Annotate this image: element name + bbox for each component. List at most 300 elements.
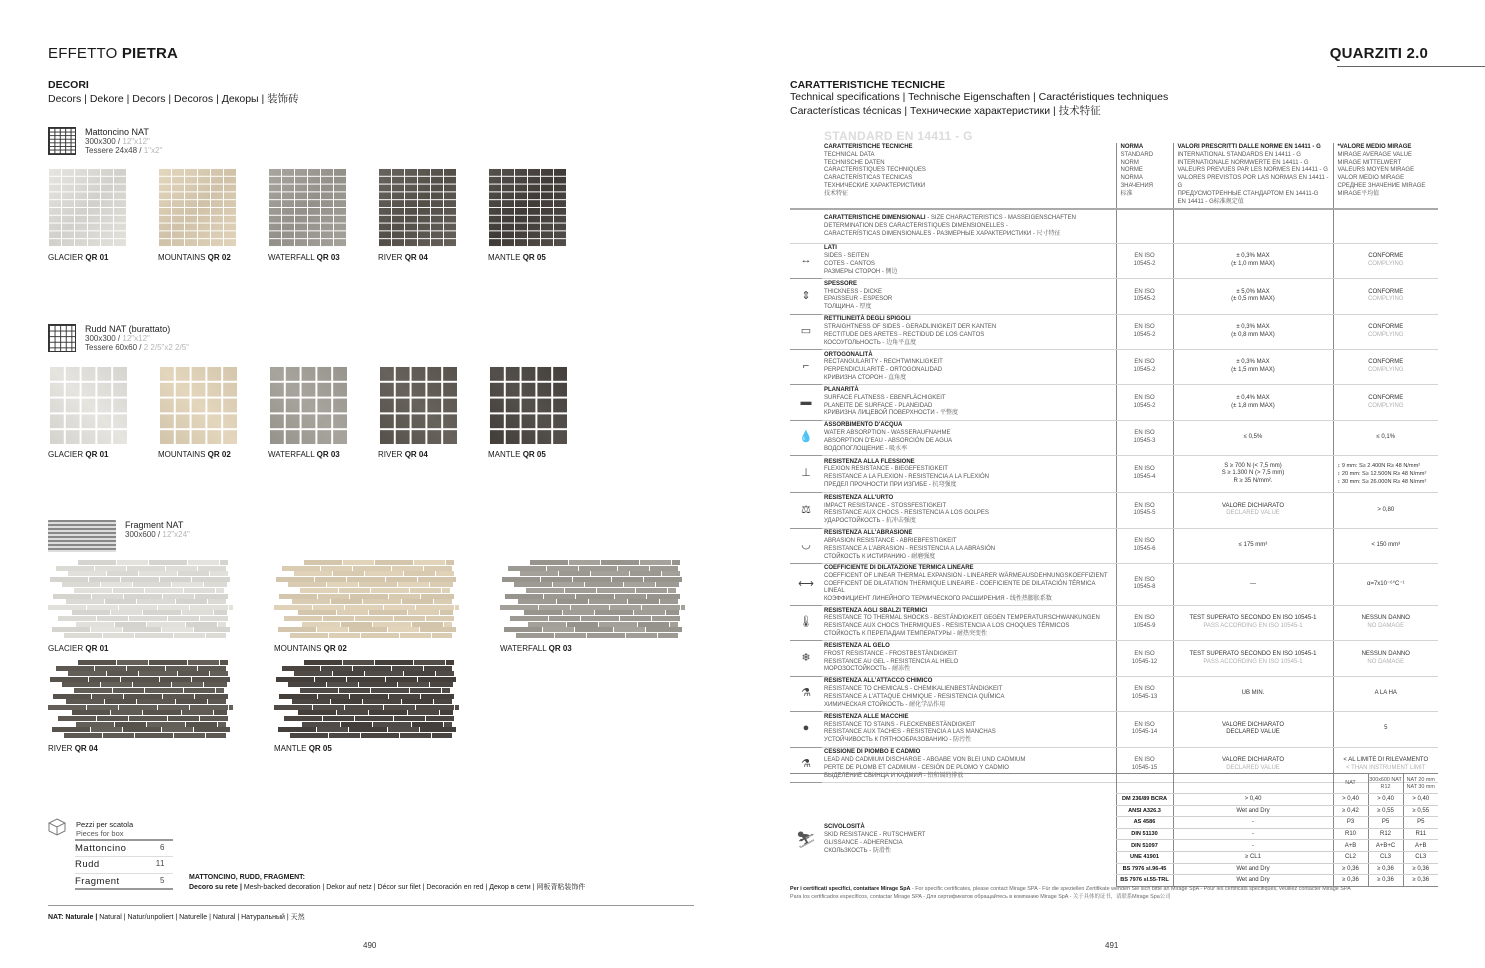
tile-label: RIVER QR 04 bbox=[48, 744, 98, 753]
mattoncino-tiles bbox=[48, 168, 567, 262]
fragment-strip bbox=[278, 627, 456, 632]
fragment-strip bbox=[298, 710, 453, 715]
tile-swatch bbox=[488, 168, 567, 247]
tile-mattoncino bbox=[268, 168, 347, 262]
slip-col-head: 300x600 NAT R12 bbox=[1368, 774, 1403, 794]
spec-row bbox=[790, 243, 1438, 278]
fragment-strip bbox=[62, 682, 227, 687]
spec-prescribed-value: ≤ 175 mm³ bbox=[1173, 528, 1333, 563]
right-page bbox=[742, 0, 1485, 968]
tech-title: CARATTERISTICHE TECNICHE bbox=[790, 79, 945, 91]
fragment-strip bbox=[282, 666, 452, 671]
tile-swatch bbox=[488, 365, 567, 444]
tile-rudd bbox=[158, 365, 237, 459]
slip-20-30mm: A+B bbox=[1403, 840, 1438, 852]
spec-row bbox=[790, 564, 1438, 606]
fragment-strip bbox=[52, 627, 230, 632]
brand-underline bbox=[1337, 66, 1485, 67]
tile-label: RIVER QR 04 bbox=[378, 253, 428, 262]
spec-mirage-value: 5 bbox=[1333, 712, 1438, 747]
spec-prescribed-value: TEST SUPERATO SECONDO EN ISO 10545-1 PASS ACCORDING EN ISO 10545-1 bbox=[1173, 605, 1333, 640]
fragment-strip bbox=[528, 622, 678, 627]
spec-prescribed-value: TEST SUPERATO SECONDO EN ISO 10545-1 PASS ACCORDING EN ISO 10545-1 bbox=[1173, 641, 1333, 676]
fragment-strip bbox=[78, 560, 228, 565]
spec-norm: EN ISO 10545-2 bbox=[1116, 243, 1173, 278]
spec-description: RESISTENZA AGLI SBALZI TERMICI RESISTANCE TO THERMAL SHOCKS - BESTÄNDIGKEIT GEGEN TEMPERATURSCHWANKUNGEN RESISTANCE AUX CHOCS THERMIQUES - RESISTENCIA A LOS CHOQUES TÉRMICOS СТОЙКОСТЬ К ПЕРЕПАДАМ ТЕМПЕРАТУРЫ - 耐热突变性 bbox=[822, 605, 1116, 640]
slip-r12: R12 bbox=[1368, 828, 1403, 840]
decori-title: DECORI bbox=[48, 79, 89, 91]
spec-mirage-value: A LA HA bbox=[1333, 676, 1438, 711]
slip-nat: ≥ 0,36 bbox=[1333, 875, 1368, 887]
left-page bbox=[0, 0, 742, 968]
spec-mirage-value: > 0,80 bbox=[1333, 493, 1438, 528]
spec-mirage-value: CONFORME COMPLYING bbox=[1333, 350, 1438, 385]
spec-prescribed-value: VALORE DICHIARATO DECLARED VALUE bbox=[1173, 747, 1333, 782]
fragment-strip bbox=[500, 605, 685, 610]
spec-description: CESSIONE DI PIOMBO E CADMIO LEAD AND CADMIUM DISCHARGE - ABGABE VON BLEI UND CADMIUM PERTE DE PLOMB ET CADMIUM - CESIÓN DE PLOMO Y CADMIO ВЫДЕЛЕНИЕ СВИНЦА И КАДМИЯ - 铅和镉的排放 bbox=[822, 747, 1116, 782]
fragment-strip bbox=[48, 605, 233, 610]
fragment-strip bbox=[278, 727, 456, 732]
slip-nat: R10 bbox=[1333, 828, 1368, 840]
slip-standard: UNE 41901 bbox=[1116, 851, 1173, 863]
fragment-strip bbox=[290, 733, 452, 738]
slip-standard: ANSI A326.3 bbox=[1116, 805, 1173, 817]
snowflake-icon: ❄ bbox=[801, 651, 811, 664]
abrasion-icon: ◡ bbox=[801, 538, 811, 551]
slip-20-30mm: R11 bbox=[1403, 828, 1438, 840]
tile-mattoncino bbox=[378, 168, 457, 262]
fragment-strip bbox=[53, 594, 228, 599]
tile-label: WATERFALL QR 03 bbox=[500, 644, 572, 653]
slip-r12: > 0,40 bbox=[1368, 794, 1403, 806]
fragment-strip bbox=[520, 571, 680, 576]
slip-col-head: NAT bbox=[1333, 774, 1368, 794]
pieces-title: Pezzi per scatola Pieces for box bbox=[76, 820, 134, 838]
spec-description: RESISTENZA ALLA FLESSIONE FLEXION RESISTANCE - BIEGEFESTIGKEIT RESISTANCE A LA FLEXION - RESISTENCIA A LA FLEXIÓN ПРЕДЕЛ ПРОЧНОСТИ ПРИ ИЗГИБЕ - 抗弯强度 bbox=[822, 456, 1116, 493]
header-characteristics: CARATTERISTICHE TECNICHE TECHNICAL DATA TECHNISCHE DATEN CARACTERISTIQUES TECHNIQUES CARACTERÍSTICAS TECNICAS ТЕХНИЧЕСКИЕ ХАРАКТЕРИСТИКИ 技术特征 bbox=[822, 143, 1116, 209]
slip-header-row bbox=[790, 774, 1438, 794]
expansion-icon: ⟷ bbox=[798, 577, 814, 590]
tile-rudd bbox=[488, 365, 567, 459]
tile-label: MANTLE QR 05 bbox=[274, 744, 332, 753]
spec-mirage-value: ≤ 0,1% bbox=[1333, 420, 1438, 455]
slip-value: ≥ CL1 bbox=[1173, 851, 1333, 863]
spec-prescribed-value: — bbox=[1173, 564, 1333, 606]
spec-mirage-value: α=7x10⁻⁶°C⁻¹ bbox=[1333, 564, 1438, 606]
spec-description: RETTILINEITÀ DEGLI SPIGOLI STRAIGHTNESS OF SIDES - GERADLINIGKEIT DER KANTEN RECTITUDE DES ARETES - RECTIDUD DE LOS CANTOS КОСОУГОЛЬНОСТЬ - 边角平直度 bbox=[822, 314, 1116, 349]
slip-20-30mm: ≥ 0,55 bbox=[1403, 805, 1438, 817]
header-mirage-value: *VALORE MEDIO MIRAGE MIRAGE AVERAGE VALUE MIRAGE MITTELWERT VALEURS MOYEN MIRAGE VALOR MEDIO MIRAGE СРЕДНЕЕ ЗНАЧЕНИЕ MIRAGE MIRAGE平均值 bbox=[1333, 143, 1438, 209]
spec-norm: EN ISO 10545-12 bbox=[1116, 641, 1173, 676]
impact-icon: ⚖ bbox=[801, 503, 811, 516]
tile-label: MANTLE QR 05 bbox=[488, 450, 546, 459]
fragment-strip bbox=[526, 588, 676, 593]
tile-swatch bbox=[158, 365, 237, 444]
fragment-strip bbox=[58, 716, 228, 721]
fragment-strip bbox=[74, 588, 224, 593]
spec-description: RESISTENZA ALL'ABRASIONE ABRASION RESISTANCE - ABRIEBFESTIGKEIT RESISTANCE A L'ABRASION - RESISTENCIA A LA ABRASIÓN СТОЙКОСТЬ К ИСТИРАНИЮ - 耐磨强度 bbox=[822, 528, 1116, 563]
tile-fragment bbox=[500, 560, 693, 653]
fragment-strip bbox=[279, 594, 454, 599]
spec-mirage-value: NESSUN DANNO NO DAMAGE bbox=[1333, 641, 1438, 676]
fragment-strip bbox=[48, 705, 233, 710]
spec-row bbox=[790, 712, 1438, 747]
pieces-row: Mattoncino 6 bbox=[75, 839, 173, 856]
certificates-note: Per i certificati specifici, contattare Mirage SpA - For specific certificates, please contact Mirage SPA - Für die speziellen Zertifikate wenden Sie sich bitte an Mirage SpA - Pour les certificats spécifiques, veuillez contacter Mirage SPA Para los certificados específicos, contactar Mirage SPA - Для сертификатов обращайтесь в компанию Mirage SpA - 关于具体的证书，请联系Mirage Spa公司 bbox=[790, 886, 1351, 900]
page-number: 491 bbox=[1105, 941, 1119, 950]
tile-label: MANTLE QR 05 bbox=[488, 253, 546, 262]
spec-prescribed-value: VALORE DICHIARATO DECLARED VALUE bbox=[1173, 712, 1333, 747]
mesh-note: MATTONCINO, RUDD, FRAGMENT: Decoro su rete | Mesh-backed decoration | Dekor auf netz | Décor sur filet | Decoración en red | Декор в сети | 网板背粘装饰件 bbox=[189, 874, 586, 891]
tile-swatch bbox=[268, 168, 347, 247]
spec-row bbox=[790, 493, 1438, 528]
spec-mirage-value: ↕ 9 mm: S≥ 2.400N R≥ 48 N/mm² ↕ 20 mm: S≥ 12.500N R≥ 48 N/mm² ↕ 30 mm: S≥ 26.000N R≥ 48 N/mm² bbox=[1333, 456, 1438, 493]
tile-fragment bbox=[274, 660, 467, 753]
standard-title: STANDARD EN 14411 - G bbox=[824, 129, 973, 143]
group-size: 300x600 / 12"x24" bbox=[125, 530, 190, 539]
group-fragment bbox=[48, 520, 190, 552]
tile-label: WATERFALL QR 03 bbox=[268, 253, 340, 262]
fragment-strip bbox=[274, 705, 459, 710]
dimensional-row bbox=[790, 209, 1438, 243]
slip-value: Wet and Dry bbox=[1173, 875, 1333, 887]
fragment-strip bbox=[78, 660, 228, 665]
fragment-strip bbox=[292, 699, 452, 704]
fragment-strip bbox=[72, 610, 227, 615]
tile-label: WATERFALL QR 03 bbox=[268, 450, 340, 459]
slip-standard: DIN 51097 bbox=[1116, 840, 1173, 852]
spec-prescribed-value: ± 5,0% MAX (± 0,5 mm MAX) bbox=[1173, 279, 1333, 314]
spec-description: SPESSORE THICKNESS - DICKE EPAISSEUR - ESPESOR ТОЛЩИНА - 厚度 bbox=[822, 279, 1116, 314]
fragment-strip bbox=[284, 716, 454, 721]
slip-20-30mm: > 0,40 bbox=[1403, 794, 1438, 806]
spec-row bbox=[790, 314, 1438, 349]
divider bbox=[48, 905, 694, 906]
fragment-strip bbox=[76, 722, 226, 727]
fragment-strip bbox=[53, 694, 228, 699]
slip-value: - bbox=[1173, 828, 1333, 840]
spec-mirage-value: < AL LIMITE DI RILEVAMENTO < THAN INSTRUMENT LIMIT bbox=[1333, 747, 1438, 782]
spec-prescribed-value: ± 0,4% MAX (± 1,8 mm MAX) bbox=[1173, 385, 1333, 420]
fragment-strip bbox=[276, 577, 456, 582]
spec-description: LATI SIDES - SEITEN COTES - CANTOS РАЗМЕРЫ СТОРОН - 侧边 bbox=[822, 243, 1116, 278]
fragment-strip bbox=[304, 660, 454, 665]
tile-label: GLACIER QR 01 bbox=[48, 644, 109, 653]
spec-prescribed-value: UB MIN. bbox=[1173, 676, 1333, 711]
fragment-strip bbox=[508, 566, 678, 571]
slip-20-30mm: ≥ 0,36 bbox=[1403, 863, 1438, 875]
fragment-strip bbox=[300, 588, 450, 593]
fragment-strip bbox=[514, 582, 679, 587]
slip-value: Wet and Dry bbox=[1173, 805, 1333, 817]
decori-languages: Decors | Dekore | Decors | Decoros | Декоры | 装饰砖 bbox=[48, 93, 299, 105]
fragment-strip bbox=[64, 633, 226, 638]
spec-norm: EN ISO 10545-13 bbox=[1116, 676, 1173, 711]
slip-nat: ≥ 0,36 bbox=[1333, 863, 1368, 875]
mosaic-grid-icon bbox=[48, 127, 76, 155]
spec-prescribed-value: ± 0,3% MAX (± 1,5 mm MAX) bbox=[1173, 350, 1333, 385]
group-size: 300x300 / 12"x12" bbox=[85, 137, 150, 146]
fragment-strip bbox=[288, 582, 453, 587]
tile-swatch bbox=[158, 168, 237, 247]
fragment-strip bbox=[50, 577, 230, 582]
fragment-strip bbox=[530, 560, 680, 565]
tile-rudd bbox=[48, 365, 127, 459]
page-number: 490 bbox=[363, 941, 377, 950]
slip-r12: ≥ 0,55 bbox=[1368, 805, 1403, 817]
slip-nat: CL2 bbox=[1333, 851, 1368, 863]
tile-mattoncino bbox=[48, 168, 127, 262]
spec-norm: EN ISO 10545-3 bbox=[1116, 420, 1173, 455]
fragment-strip bbox=[276, 677, 456, 682]
spec-norm: EN ISO 10545-2 bbox=[1116, 385, 1173, 420]
fragment-strip bbox=[304, 560, 454, 565]
fragment-strip bbox=[50, 677, 230, 682]
fragment-strip bbox=[294, 671, 454, 676]
fragment-strip bbox=[66, 699, 226, 704]
rudd-tiles bbox=[48, 365, 567, 459]
slip-nat: > 0,40 bbox=[1333, 794, 1368, 806]
fragment-tiles-row2 bbox=[48, 660, 467, 753]
thermometer-icon: 🌡 bbox=[799, 616, 813, 629]
spec-row bbox=[790, 456, 1438, 493]
fragment-strip bbox=[56, 666, 226, 671]
spec-row bbox=[790, 676, 1438, 711]
stain-icon: ● bbox=[802, 722, 810, 735]
slip-standard: DIN 51130 bbox=[1116, 828, 1173, 840]
spec-prescribed-value: VALORE DICHIARATO DECLARED VALUE bbox=[1173, 493, 1333, 528]
slip-20-30mm: ≥ 0,36 bbox=[1403, 875, 1438, 887]
pieces-row: Rudd 11 bbox=[75, 856, 173, 873]
fragment-strip bbox=[292, 599, 452, 604]
tile-swatch bbox=[48, 365, 127, 444]
spec-row bbox=[790, 385, 1438, 420]
tech-languages-1: Technical specifications | Technische Eigenschaften | Caractéristiques techniques bbox=[790, 91, 1169, 103]
tech-languages-2: Características técnicas | Технические характеристики | 技术特征 bbox=[790, 105, 1101, 117]
fragment-strip bbox=[505, 594, 680, 599]
group-title: Rudd NAT (burattato) bbox=[85, 324, 171, 334]
spec-prescribed-value: ≤ 0,5% bbox=[1173, 420, 1333, 455]
tile-rudd bbox=[268, 365, 347, 459]
spec-norm: EN ISO 10545-6 bbox=[1116, 528, 1173, 563]
slip-standard: AS 4586 bbox=[1116, 817, 1173, 829]
tile-rudd bbox=[378, 365, 457, 459]
box-icon bbox=[48, 818, 66, 836]
tile-label: MOUNTAINS QR 02 bbox=[158, 253, 231, 262]
section-title-bold: PIETRA bbox=[121, 45, 179, 62]
tile-swatch bbox=[274, 560, 467, 638]
fragment-strip bbox=[62, 582, 227, 587]
fragment-strip bbox=[274, 605, 459, 610]
group-rudd bbox=[48, 324, 189, 352]
spec-row bbox=[790, 528, 1438, 563]
slip-value: - bbox=[1173, 817, 1333, 829]
spec-norm: EN ISO 10545-2 bbox=[1116, 279, 1173, 314]
spec-prescribed-value: S ≥ 700 N (< 7,5 mm) S ≥ 1.300 N (> 7,5 mm) R ≥ 35 N/mm². bbox=[1173, 456, 1333, 493]
spec-norm: EN ISO 10545-4 bbox=[1116, 456, 1173, 493]
slip-standard: BS 7976 sl.55-TRL bbox=[1116, 875, 1173, 887]
spec-description: RESISTENZA AL GELO FROST RESISTANCE - FROSTBESTÄNDIGKEIT RESISTANCE AU GEL - RESISTENCIA AL HIELO МОРОЗОСТОЙКОСТЬ - 耐冻性 bbox=[822, 641, 1116, 676]
fragment-strip bbox=[284, 616, 454, 621]
fragment-strip bbox=[279, 694, 454, 699]
spec-description: PLANARITÀ SURFACE FLATNESS - EBENFLÄCHIGKEIT PLANEITE DE SURFACE - PLANEIDAD КРИВИЗНА ЛИЦЕВОЙ ПОВЕРХНОСТИ - 平整度 bbox=[822, 385, 1116, 420]
slip-20-30mm: CL3 bbox=[1403, 851, 1438, 863]
fragment-strip bbox=[56, 566, 226, 571]
slip-person-icon: ⛷ bbox=[795, 831, 817, 849]
tile-swatch bbox=[378, 168, 457, 247]
tile-label: MOUNTAINS QR 02 bbox=[158, 450, 231, 459]
slip-value: Wet and Dry bbox=[1173, 863, 1333, 875]
straightness-icon: ▭ bbox=[800, 324, 812, 337]
fragment-strip bbox=[524, 610, 679, 615]
slip-col-head: NAT 20 mm NAT 30 mm bbox=[1403, 774, 1438, 794]
tile-fragment bbox=[48, 660, 241, 753]
tile-mattoncino bbox=[158, 168, 237, 262]
fragment-strip bbox=[58, 616, 228, 621]
spec-table bbox=[790, 143, 1438, 783]
fragment-strip bbox=[64, 733, 226, 738]
sides-icon: ↔ bbox=[800, 254, 812, 267]
pieces-row: Fragment 5 bbox=[75, 873, 173, 890]
slip-standard: BS 7976 sl.96-45 bbox=[1116, 863, 1173, 875]
tile-label: RIVER QR 04 bbox=[378, 450, 428, 459]
group-size: 300x300 / 12"x12" bbox=[85, 334, 150, 343]
fragment-strip bbox=[72, 710, 227, 715]
spec-norm: EN ISO 10545-14 bbox=[1116, 712, 1173, 747]
fragment-strip bbox=[288, 682, 453, 687]
header-prescribed-values: VALORI PRESCRITTI DALLE NORME EN 14411 - G INTERNATIONAL STANDARDS EN 14411 - G INTERNATIONALE NORMWERTE EN 14411 - G VALEURS PREVUES PAR LES NORMES EN 14411 - G VALORES PREVISTOS POR LAS NORMAS EN 14411 - G ПРЕДУСМОТРЕННЫЕ СТАНДАРТОМ EN 14411-G EN 14411 - G标准规定值 bbox=[1173, 143, 1333, 209]
pieces-table bbox=[75, 839, 173, 890]
flask-icon: ⚗ bbox=[801, 687, 811, 700]
nat-note: NAT: Naturale | Natural | Natur/unpoliert | Naturelle | Natural | Натуральный | 天然 bbox=[48, 914, 305, 921]
tile-swatch bbox=[378, 365, 457, 444]
spec-row bbox=[790, 641, 1438, 676]
spec-description: COEFFICIENTE DI DILATAZIONE TERMICA LINEARE COEFFICENT OF LINEAR THERMAL EXPANSION - LINEARER WÄRMEAUSDEHNUNGSKOEFFIZIENT COEFFICENT DE DILATATION THERMIQUE LINEAIRE - COEFICIENTE DE DILATACIÓN TÉRMICA LINEAL КОЭФФИЦИЕНТ ЛИНЕЙНОГО ТЕРМИЧЕСКОГО РАСШИРЕНИЯ - 线性热膨胀系数 bbox=[822, 564, 1116, 606]
group-tessere: Tessere 60x60 / 2 2/5"x2 2/5" bbox=[85, 343, 189, 352]
slip-value: > 0,40 bbox=[1173, 794, 1333, 806]
tile-swatch bbox=[268, 365, 347, 444]
spec-norm: EN ISO 10545-2 bbox=[1116, 314, 1173, 349]
slip-r12: CL3 bbox=[1368, 851, 1403, 863]
spec-norm: EN ISO 10545-15 bbox=[1116, 747, 1173, 782]
tile-swatch bbox=[48, 660, 241, 738]
slip-value: - bbox=[1173, 840, 1333, 852]
slip-resistance-table bbox=[790, 773, 1438, 887]
spec-description: ASSORBIMENTO D'ACQUA WATER ABSORPTION - WASSERAUFNAHME ABSORPTION D'EAU - ABSORCIÓN DE AGUA ВОДОПОГЛОЩЕНИЕ - 吸水率 bbox=[822, 420, 1116, 455]
fragment-strip bbox=[302, 722, 452, 727]
tile-swatch bbox=[274, 660, 467, 738]
slip-standard: DM 236/89 BCRA bbox=[1116, 794, 1173, 806]
fragment-strip bbox=[68, 571, 228, 576]
spec-row bbox=[790, 420, 1438, 455]
tile-label: GLACIER QR 01 bbox=[48, 450, 109, 459]
brand-title: QUARZITI 2.0 bbox=[1329, 45, 1428, 62]
spec-mirage-value: CONFORME COMPLYING bbox=[1333, 385, 1438, 420]
group-title: Mattoncino NAT bbox=[85, 127, 149, 137]
spec-norm: EN ISO 10545-5 bbox=[1116, 493, 1173, 528]
fragment-strip bbox=[52, 727, 230, 732]
strip-mosaic-icon bbox=[48, 520, 116, 552]
spec-prescribed-value: ± 0,3% MAX (± 1,0 mm MAX) bbox=[1173, 243, 1333, 278]
spec-norm: EN ISO 10545-9 bbox=[1116, 605, 1173, 640]
square-grid-icon bbox=[48, 324, 76, 352]
spec-description: RESISTENZA ALL'ATTACCO CHIMICO RESISTANCE TO CHEMICALS - CHEMIKALIENBESTÄNDIGKEIT RESISTANCE A L'ATTAQUE CHIMIQUE - RESISTENCIA QUÍMICA ХИМИЧЕСКАЯ СТОЙКОСТЬ - 耐化学品作用 bbox=[822, 676, 1116, 711]
spec-mirage-value: CONFORME COMPLYING bbox=[1333, 243, 1438, 278]
spec-header-row bbox=[790, 143, 1438, 209]
spec-norm: EN ISO 10545-2 bbox=[1116, 350, 1173, 385]
fragment-strip bbox=[302, 622, 452, 627]
slip-nat: ≥ 0,42 bbox=[1333, 805, 1368, 817]
tile-label: MOUNTAINS QR 02 bbox=[274, 644, 347, 653]
tile-fragment bbox=[274, 560, 467, 653]
fragment-strip bbox=[300, 688, 450, 693]
spec-description: RESISTENZA ALL'URTO IMPACT RESISTANCE - STOSSFESTIGKEIT RESISTANCE AUX CHOCS - RESISTENCIA A LOS GOLPES УДАРОСТОЙКОСТЬ - 抗冲击强度 bbox=[822, 493, 1116, 528]
tile-label: GLACIER QR 01 bbox=[48, 253, 109, 262]
dimensional-description: CARATTERISTICHE DIMENSIONALI - SIZE CHARACTERISTICS - MASSEIGENSCHAFTEN DETERMINATION DES CARACTERISTIQUES DIMENSIONELLES - CARACTERÍSTICAS DIMENSIONALES - РАЗМЕРНЫЕ ХАРАКТЕРИСТИКИ - 尺寸特征 bbox=[822, 209, 1116, 243]
fragment-strip bbox=[502, 577, 682, 582]
fragment-strip bbox=[504, 627, 682, 632]
spec-row bbox=[790, 350, 1438, 385]
fragment-strip bbox=[518, 599, 678, 604]
flexion-icon: ⊥ bbox=[801, 467, 811, 480]
slip-nat: P3 bbox=[1333, 817, 1368, 829]
spec-mirage-value: < 150 mm³ bbox=[1333, 528, 1438, 563]
fragment-strip bbox=[66, 599, 226, 604]
spec-mirage-value: CONFORME COMPLYING bbox=[1333, 279, 1438, 314]
lead-cadmium-icon: ⚗ bbox=[801, 757, 811, 770]
section-title-light: EFFETTO bbox=[48, 45, 118, 62]
tile-swatch bbox=[48, 168, 127, 247]
slip-20-30mm: P5 bbox=[1403, 817, 1438, 829]
spec-norm: EN ISO 10545-8 bbox=[1116, 564, 1173, 606]
spec-mirage-value: CONFORME COMPLYING bbox=[1333, 314, 1438, 349]
spec-row bbox=[790, 605, 1438, 640]
tile-swatch bbox=[48, 560, 241, 638]
section-title bbox=[48, 45, 178, 62]
slip-r12: A+B+C bbox=[1368, 840, 1403, 852]
header-norm: NORMA STANDARD NORM NORME NORMA ЗНАЧЕНИЯ 标准 bbox=[1116, 143, 1173, 209]
flatness-icon: ▬ bbox=[800, 395, 812, 408]
fragment-strip bbox=[68, 671, 228, 676]
fragment-strip bbox=[516, 633, 678, 638]
slip-r12: P5 bbox=[1368, 817, 1403, 829]
fragment-strip bbox=[510, 616, 680, 621]
water-drop-icon: 💧 bbox=[799, 431, 813, 444]
slip-r12: ≥ 0,36 bbox=[1368, 863, 1403, 875]
spec-description: RESISTENZA ALLE MACCHIE RESISTANCE TO STAINS - FLECKENBESTÄNDIGKEIT RESISTANCE AUX TACHES - RESISTENCIA A LAS MANCHAS УСТОЙЧИВОСТЬ К ПЯТНООБРАЗОВАНИЮ - 防污性 bbox=[822, 712, 1116, 747]
group-title: Fragment NAT bbox=[125, 520, 184, 530]
spec-description: ORTOGONALITÀ RECTANGULARITY - RECHTWINKLIGKEIT PERPENDICULARITÉ - ORTOGONALIDAD КРИВИЗНА СТОРОН - 直角度 bbox=[822, 350, 1116, 385]
fragment-strip bbox=[282, 566, 452, 571]
group-mattoncino bbox=[48, 127, 162, 155]
slip-row bbox=[790, 794, 1438, 806]
slip-nat: A+B bbox=[1333, 840, 1368, 852]
fragment-tiles-row1 bbox=[48, 560, 693, 653]
group-tessere: Tessere 24x48 / 1"x2" bbox=[85, 146, 163, 155]
tile-mattoncino bbox=[488, 168, 567, 262]
fragment-strip bbox=[290, 633, 452, 638]
fragment-strip bbox=[74, 688, 224, 693]
spec-row bbox=[790, 279, 1438, 314]
fragment-strip bbox=[298, 610, 453, 615]
right-angle-icon: ⌐ bbox=[802, 360, 810, 373]
fragment-strip bbox=[76, 622, 226, 627]
tile-swatch bbox=[500, 560, 693, 638]
slip-r12: ≥ 0,36 bbox=[1368, 875, 1403, 887]
tile-fragment bbox=[48, 560, 241, 653]
fragment-strip bbox=[294, 571, 454, 576]
spec-mirage-value: NESSUN DANNO NO DAMAGE bbox=[1333, 605, 1438, 640]
